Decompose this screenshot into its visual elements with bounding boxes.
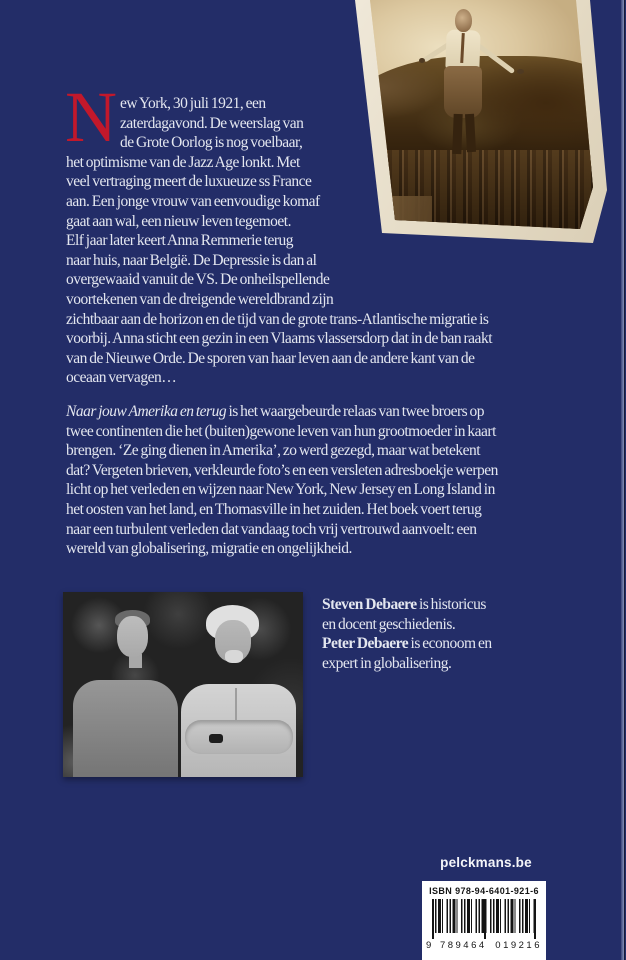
author-right-shirt-placket — [235, 688, 237, 720]
text-line: en docent geschiedenis. — [322, 615, 456, 633]
barcode-guard-center — [484, 899, 486, 939]
text-line: ew York, 30 juli 1921, een — [120, 95, 266, 112]
authors-bio — [322, 595, 492, 673]
author-left-torso — [73, 680, 178, 777]
text-line: de Grote Oorlog is nog voelbaar, — [120, 134, 303, 152]
text-line: Naar jouw Amerika en terug is het waargebeurde relaas van twee broers op — [66, 403, 485, 420]
author-right-watch — [209, 734, 223, 743]
text-line: gaat aan wal, een nieuw leven tegemoet. — [66, 212, 291, 230]
publisher-wordmark: pelckmans.be — [440, 855, 532, 870]
isbn-label: ISBN 978-94-6401-921-6 — [429, 886, 539, 896]
text-line: oceaan vervagen… — [66, 369, 177, 387]
barcode-guard-right — [534, 899, 536, 939]
text-line: naar huis, naar België. De Depressie is dan al — [66, 251, 317, 269]
photo-person-right-hand — [517, 69, 524, 74]
text-line: zichtbaar aan de horizon en de tijd van de grote trans-Atlantische migratie is — [66, 310, 489, 328]
isbn-box — [422, 881, 546, 960]
barcode — [432, 899, 536, 939]
text-line: zaterdagavond. De weerslag van — [120, 114, 304, 132]
blurb-paragraph-1 — [66, 94, 492, 388]
author-left-head — [117, 616, 148, 657]
blurb-paragraph-2 — [66, 402, 498, 559]
text-line: het oosten van het land, en Thomasville in het zuiden. Het boek voert terug — [66, 500, 482, 518]
text-line: dat? Vergeten brieven, verkleurde foto’s en een versleten adresboekje werpen — [66, 461, 498, 479]
author-right-beard — [225, 650, 243, 663]
barcode-digits — [426, 940, 542, 951]
barcode-guard-left — [432, 899, 434, 939]
barcode-digit-group: 019216 — [495, 940, 542, 951]
text-line: overgewaaid vanuit de VS. De onheilspellende — [66, 271, 330, 289]
page-edge-highlight — [621, 0, 625, 960]
authors-photo — [63, 592, 303, 777]
photo-person-head — [455, 9, 472, 32]
text-line: van de Nieuwe Orde. De sporen van haar leven aan de andere kant van de — [66, 349, 475, 367]
barcode-digit-group: 789464 — [439, 940, 487, 951]
text-line: expert in globalisering. — [322, 654, 452, 672]
text-line: aan. Een jonge vrouw van eenvoudige komaf — [66, 192, 320, 210]
text-line: licht op het verleden en wijzen naar New York, New Jersey en Long Island in — [66, 481, 495, 499]
text-line: brengen. ‘Ze ging dienen in Amerika’, zo werd gezegd, maar wat betekent — [66, 442, 481, 460]
text-line: naar een turbulent verleden dat vandaag toch vrij vertrouwd aanvoelt: een — [66, 520, 477, 538]
text-line: het optimisme van de Jazz Age lonkt. Met — [66, 153, 300, 171]
text-line: wereld van globalisering, migratie en ongelijkheid. — [66, 540, 352, 558]
text-line: twee continenten die het (buiten)gewone leven van hun grootmoeder in kaart — [66, 422, 496, 440]
drop-cap: N — [65, 77, 117, 157]
text-line: Elf jaar later keert Anna Remmerie terug — [66, 232, 294, 250]
text-line: voortekenen van de dreigende wereldbrand zijn — [66, 290, 334, 308]
barcode-digit-lead: 9 — [426, 940, 432, 951]
photo-person-left-hand — [419, 58, 425, 63]
text-line: voorbij. Anna sticht een gezin in een Vlaams vlassersdorp dat in de ban raakt — [66, 330, 492, 348]
text-line: Peter Debaere is econoom en — [322, 635, 492, 653]
text-line: veel vertraging meert de luxueuze ss France — [66, 173, 312, 191]
text-line: Steven Debaere is historicus — [322, 596, 486, 613]
author-right-crossed-arms — [185, 720, 293, 754]
